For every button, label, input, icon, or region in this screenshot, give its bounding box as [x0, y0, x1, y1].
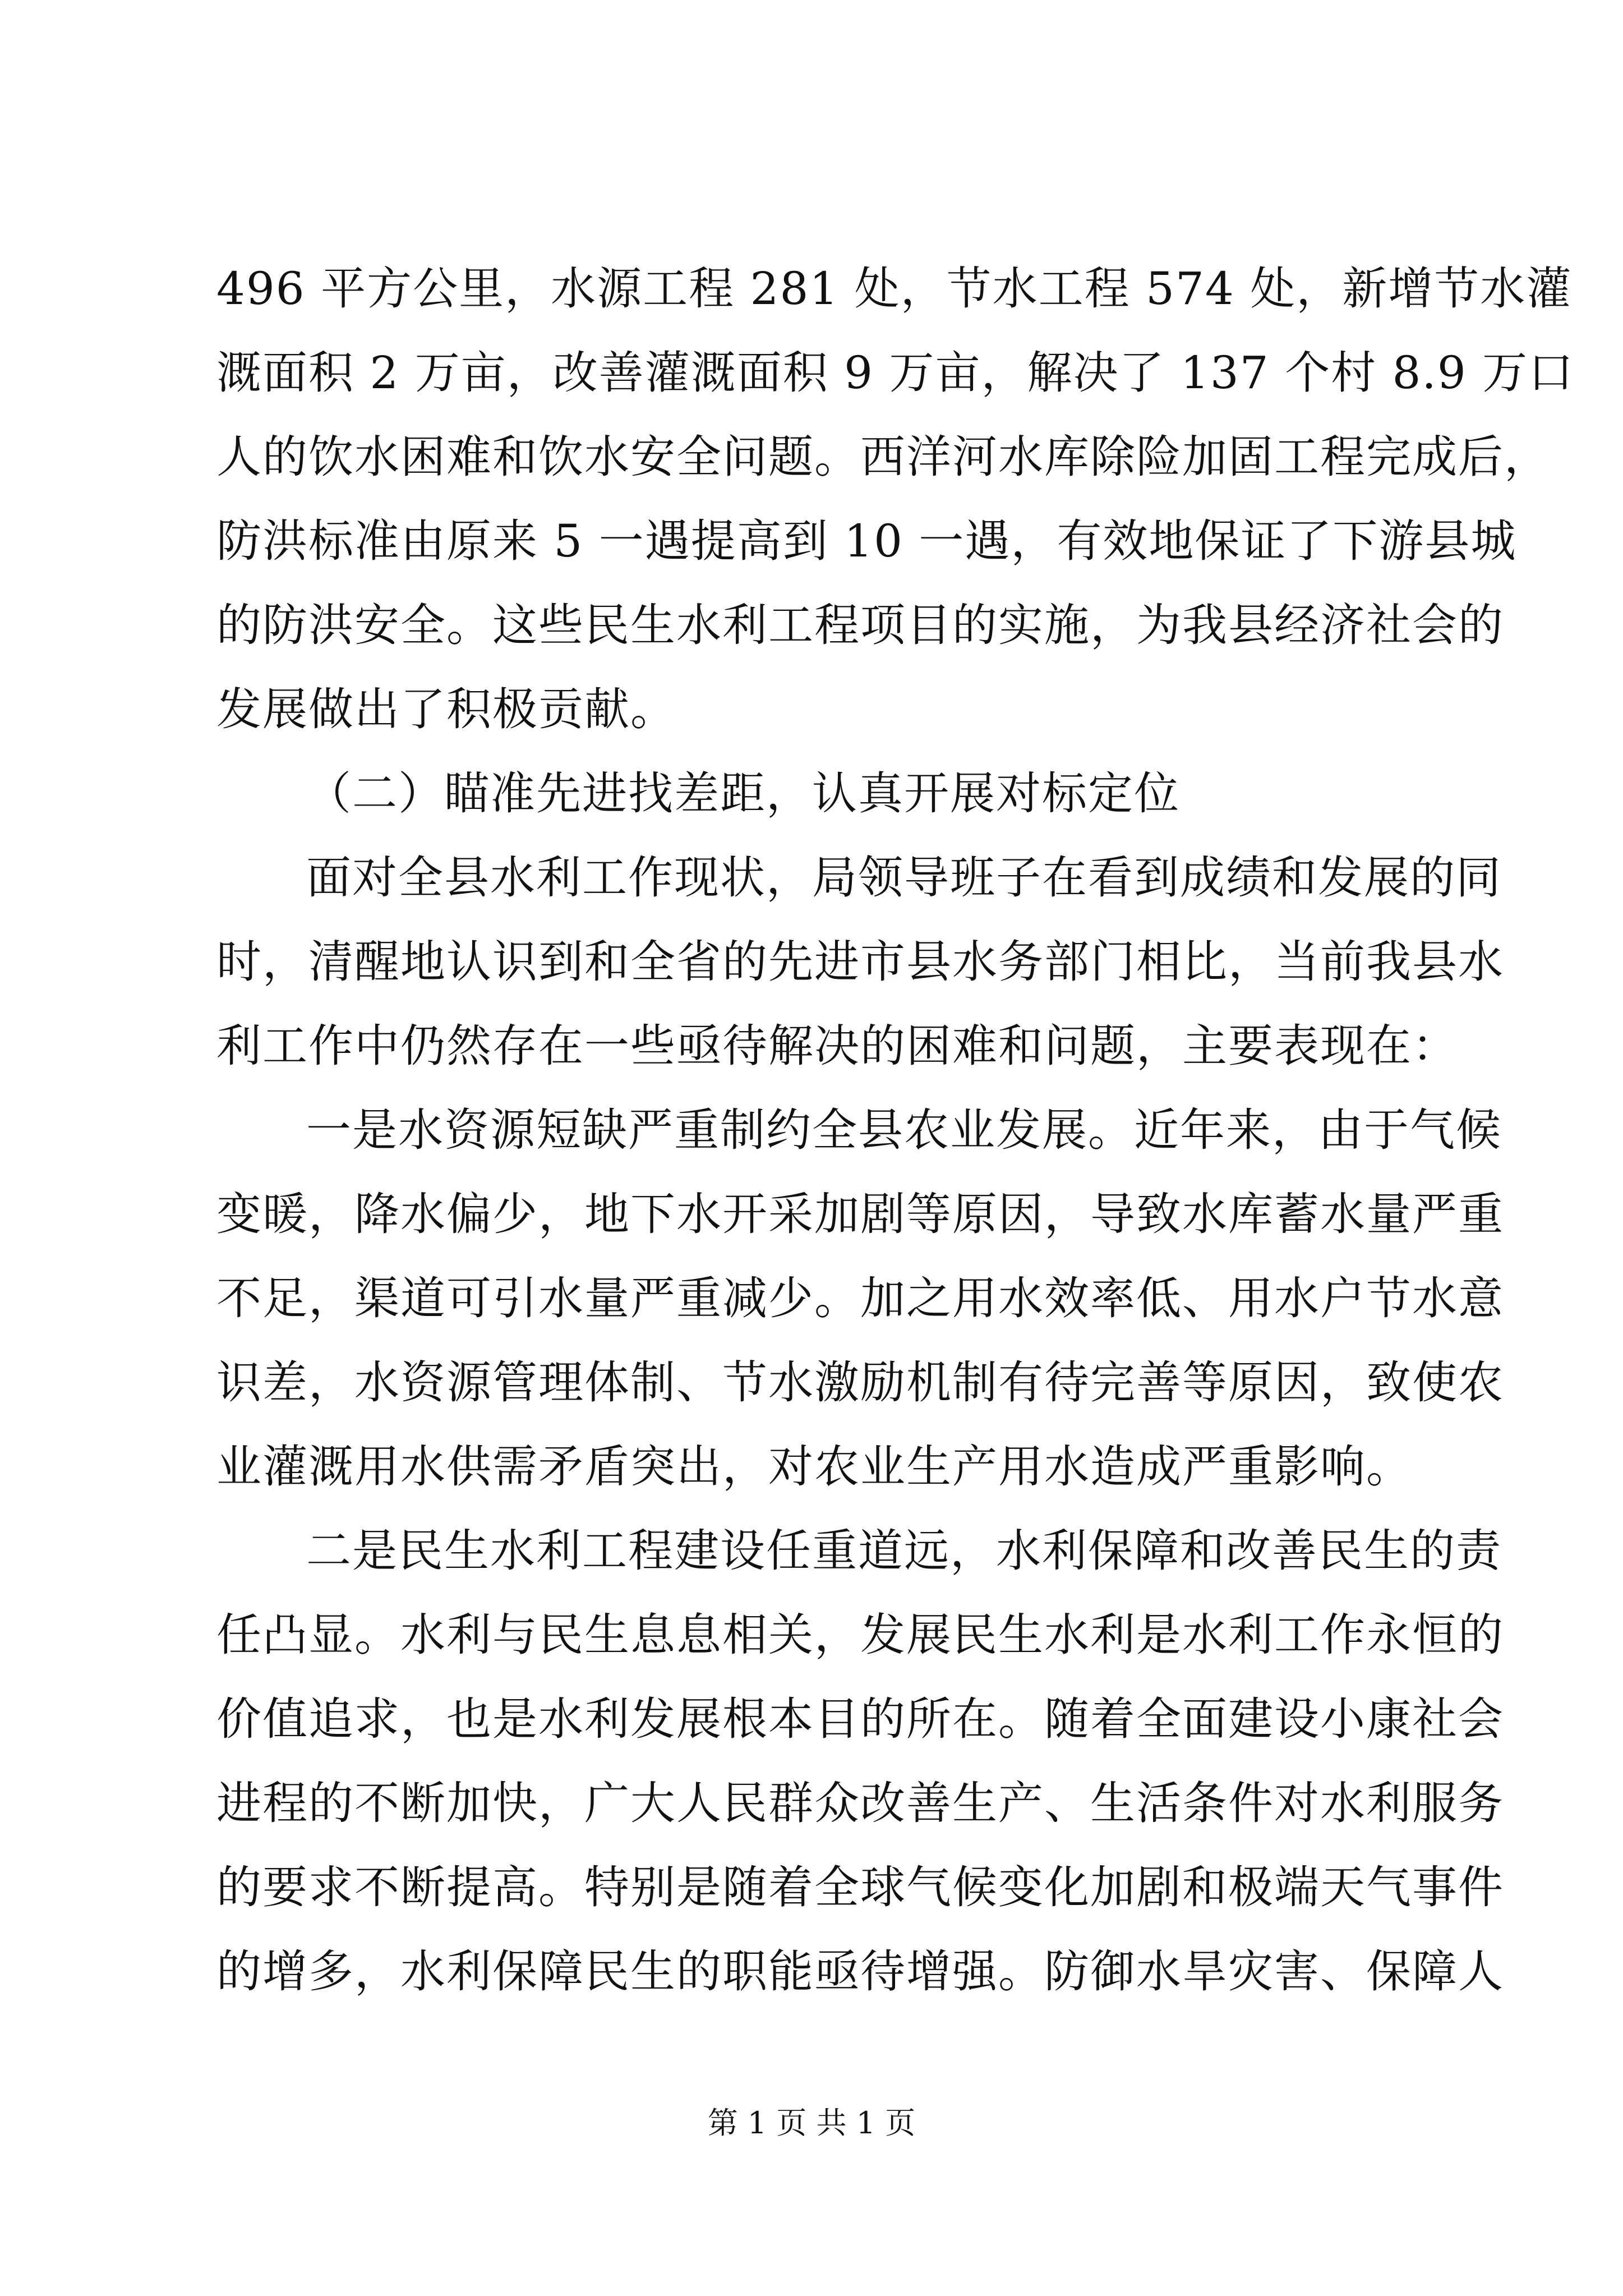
- text-line: 的要求不断提高。特别是随着全球气候变化加剧和极端天气事件: [216, 1861, 1504, 1913]
- text-line: 任凸显。水利与民生息息相关，发展民生水利是水利工作永恒的: [216, 1609, 1504, 1661]
- text-line: 防洪标准由原来 5 一遇提高到 10 一遇，有效地保证了下游县城: [216, 515, 1517, 567]
- text-line: 发展做出了积极贡献。: [216, 683, 676, 735]
- paragraph-start: 面对全县水利工作现状，局领导班子在看到成绩和发展的同: [306, 852, 1502, 904]
- text-line: 的增多，水利保障民生的职能亟待增强。防御水旱灾害、保障人: [216, 1945, 1504, 1998]
- text-line: 人的饮水困难和饮水安全问题。西洋河水库除险加固工程完成后，: [216, 431, 1550, 483]
- text-line: 溉面积 2 万亩，改善灌溉面积 9 万亩，解决了 137 个村 8.9 万口: [216, 347, 1575, 399]
- text-line: 496 平方公里，水源工程 281 处，节水工程 574 处，新增节水灌: [216, 263, 1573, 315]
- text-line: 变暖，降水偏少，地下水开采加剧等原因，导致水库蓄水量严重: [216, 1188, 1504, 1240]
- section-heading: （二）瞄准先进找差距，认真开展对标定位: [306, 767, 1180, 820]
- text-line: 价值追求，也是水利发展根本目的所在。随着全面建设小康社会: [216, 1693, 1504, 1745]
- text-line: 不足，渠道可引水量严重减少。加之用水效率低、用水户节水意: [216, 1272, 1504, 1324]
- text-line: 的防洪安全。这些民生水利工程项目的实施，为我县经济社会的: [216, 599, 1504, 651]
- text-line: 利工作中仍然存在一些亟待解决的困难和问题，主要表现在：: [216, 1020, 1458, 1072]
- paragraph-start: 一是水资源短缺严重制约全县农业发展。近年来，由于气候: [306, 1104, 1502, 1156]
- text-line: 进程的不断加快，广大人民群众改善生产、生活条件对水利服务: [216, 1777, 1504, 1829]
- paragraph-start: 二是民生水利工程建设任重道远，水利保障和改善民生的责: [306, 1525, 1502, 1577]
- page-footer: 第 1 页 共 1 页: [707, 2105, 916, 2141]
- text-line: 时，清醒地认识到和全省的先进市县水务部门相比，当前我县水: [216, 936, 1504, 988]
- text-line: 业灌溉用水供需矛盾突出，对农业生产用水造成严重影响。: [216, 1441, 1412, 1493]
- text-line: 识差，水资源管理体制、节水激励机制有待完善等原因，致使农: [216, 1356, 1504, 1409]
